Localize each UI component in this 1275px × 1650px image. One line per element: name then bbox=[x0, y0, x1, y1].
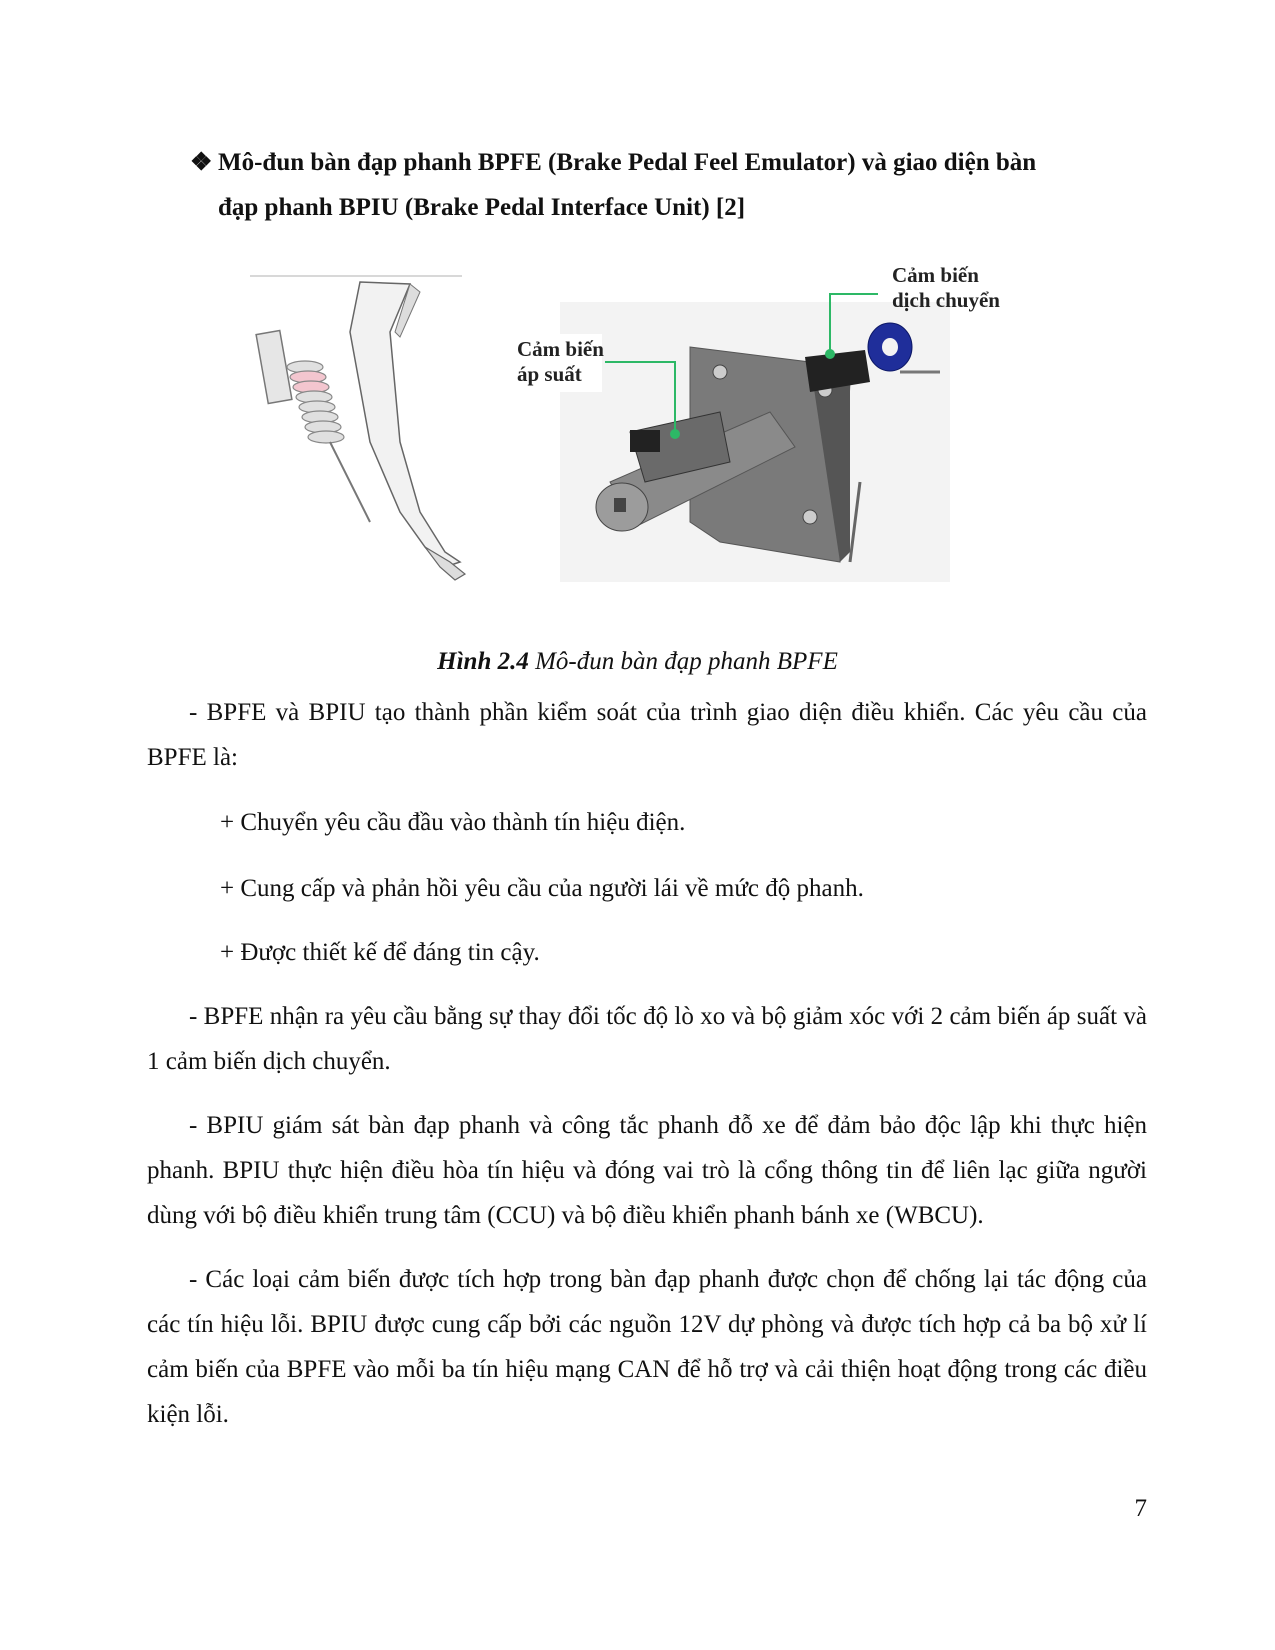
paragraph-1: - BPFE và BPIU tạo thành phần kiểm soát của trình giao diện điều khiển. Các yêu cầu của BPFE là: bbox=[147, 699, 1147, 771]
list-item-2: + Cung cấp và phản hồi yêu cầu của người lái về mức độ phanh. bbox=[220, 875, 864, 902]
list-item-1: + Chuyển yêu cầu đầu vào thành tín hiệu điện. bbox=[220, 809, 686, 836]
brake-pedal-drawing bbox=[250, 276, 465, 580]
label-pressure-sensor-line1: Cảm biến bbox=[517, 337, 604, 361]
heading-line-1: Mô-đun bàn đạp phanh BPFE (Brake Pedal Feel Emulator) và giao diện bàn bbox=[218, 149, 1037, 176]
page-number: 7 bbox=[1134, 1495, 1147, 1522]
paragraph-2: - BPFE nhận ra yêu cầu bằng sự thay đổi tốc độ lò xo và bộ giảm xóc với 2 cảm biến áp suất và 1 cảm biến dịch chuyển. bbox=[147, 1003, 1147, 1075]
paragraph-4: - Các loại cảm biến được tích hợp trong bàn đạp phanh được chọn để chống lại tác động của các tín hiệu lỗi. BPIU được cung cấp bởi các nguồn 12V dự phòng và được tích hợp cả ba bộ xử lí cảm biến của BPFE vào mỗi ba tín hiệu mạng CAN để hỗ trợ và cải thiện hoạt động trong các điều kiện lỗi. bbox=[147, 1266, 1147, 1428]
label-pressure-sensor-line2: áp suất bbox=[517, 362, 582, 386]
sensor-module-render bbox=[560, 302, 950, 582]
label-displacement-sensor-line1: Cảm biến bbox=[892, 263, 979, 287]
diamond-bullet-icon: ❖ bbox=[190, 149, 213, 176]
paragraph-3: - BPIU giám sát bàn đạp phanh và công tắc phanh đỗ xe để đảm bảo độc lập khi thực hiện phanh. BPIU thực hiện điều hòa tín hiệu và đóng vai trò là cổng thông tin để liên lạc giữa người dùng với bộ điều khiển trung tâm (CCU) và bộ điều khiển phanh bánh xe (WBCU). bbox=[147, 1112, 1147, 1229]
figure-caption-text: Mô-đun bàn đạp phanh BPFE bbox=[528, 648, 838, 675]
section-heading bbox=[190, 140, 1110, 230]
heading-line-2: đạp phanh BPIU (Brake Pedal Interface Unit) [2] bbox=[218, 194, 746, 221]
label-displacement-sensor-line2: dịch chuyển bbox=[892, 288, 1000, 312]
figure-bpfe-illustration bbox=[250, 262, 1040, 602]
list-item-3: + Được thiết kế để đáng tin cậy. bbox=[220, 939, 540, 966]
figure-number: Hình 2.4 bbox=[437, 648, 529, 675]
figure-caption bbox=[0, 648, 1275, 676]
